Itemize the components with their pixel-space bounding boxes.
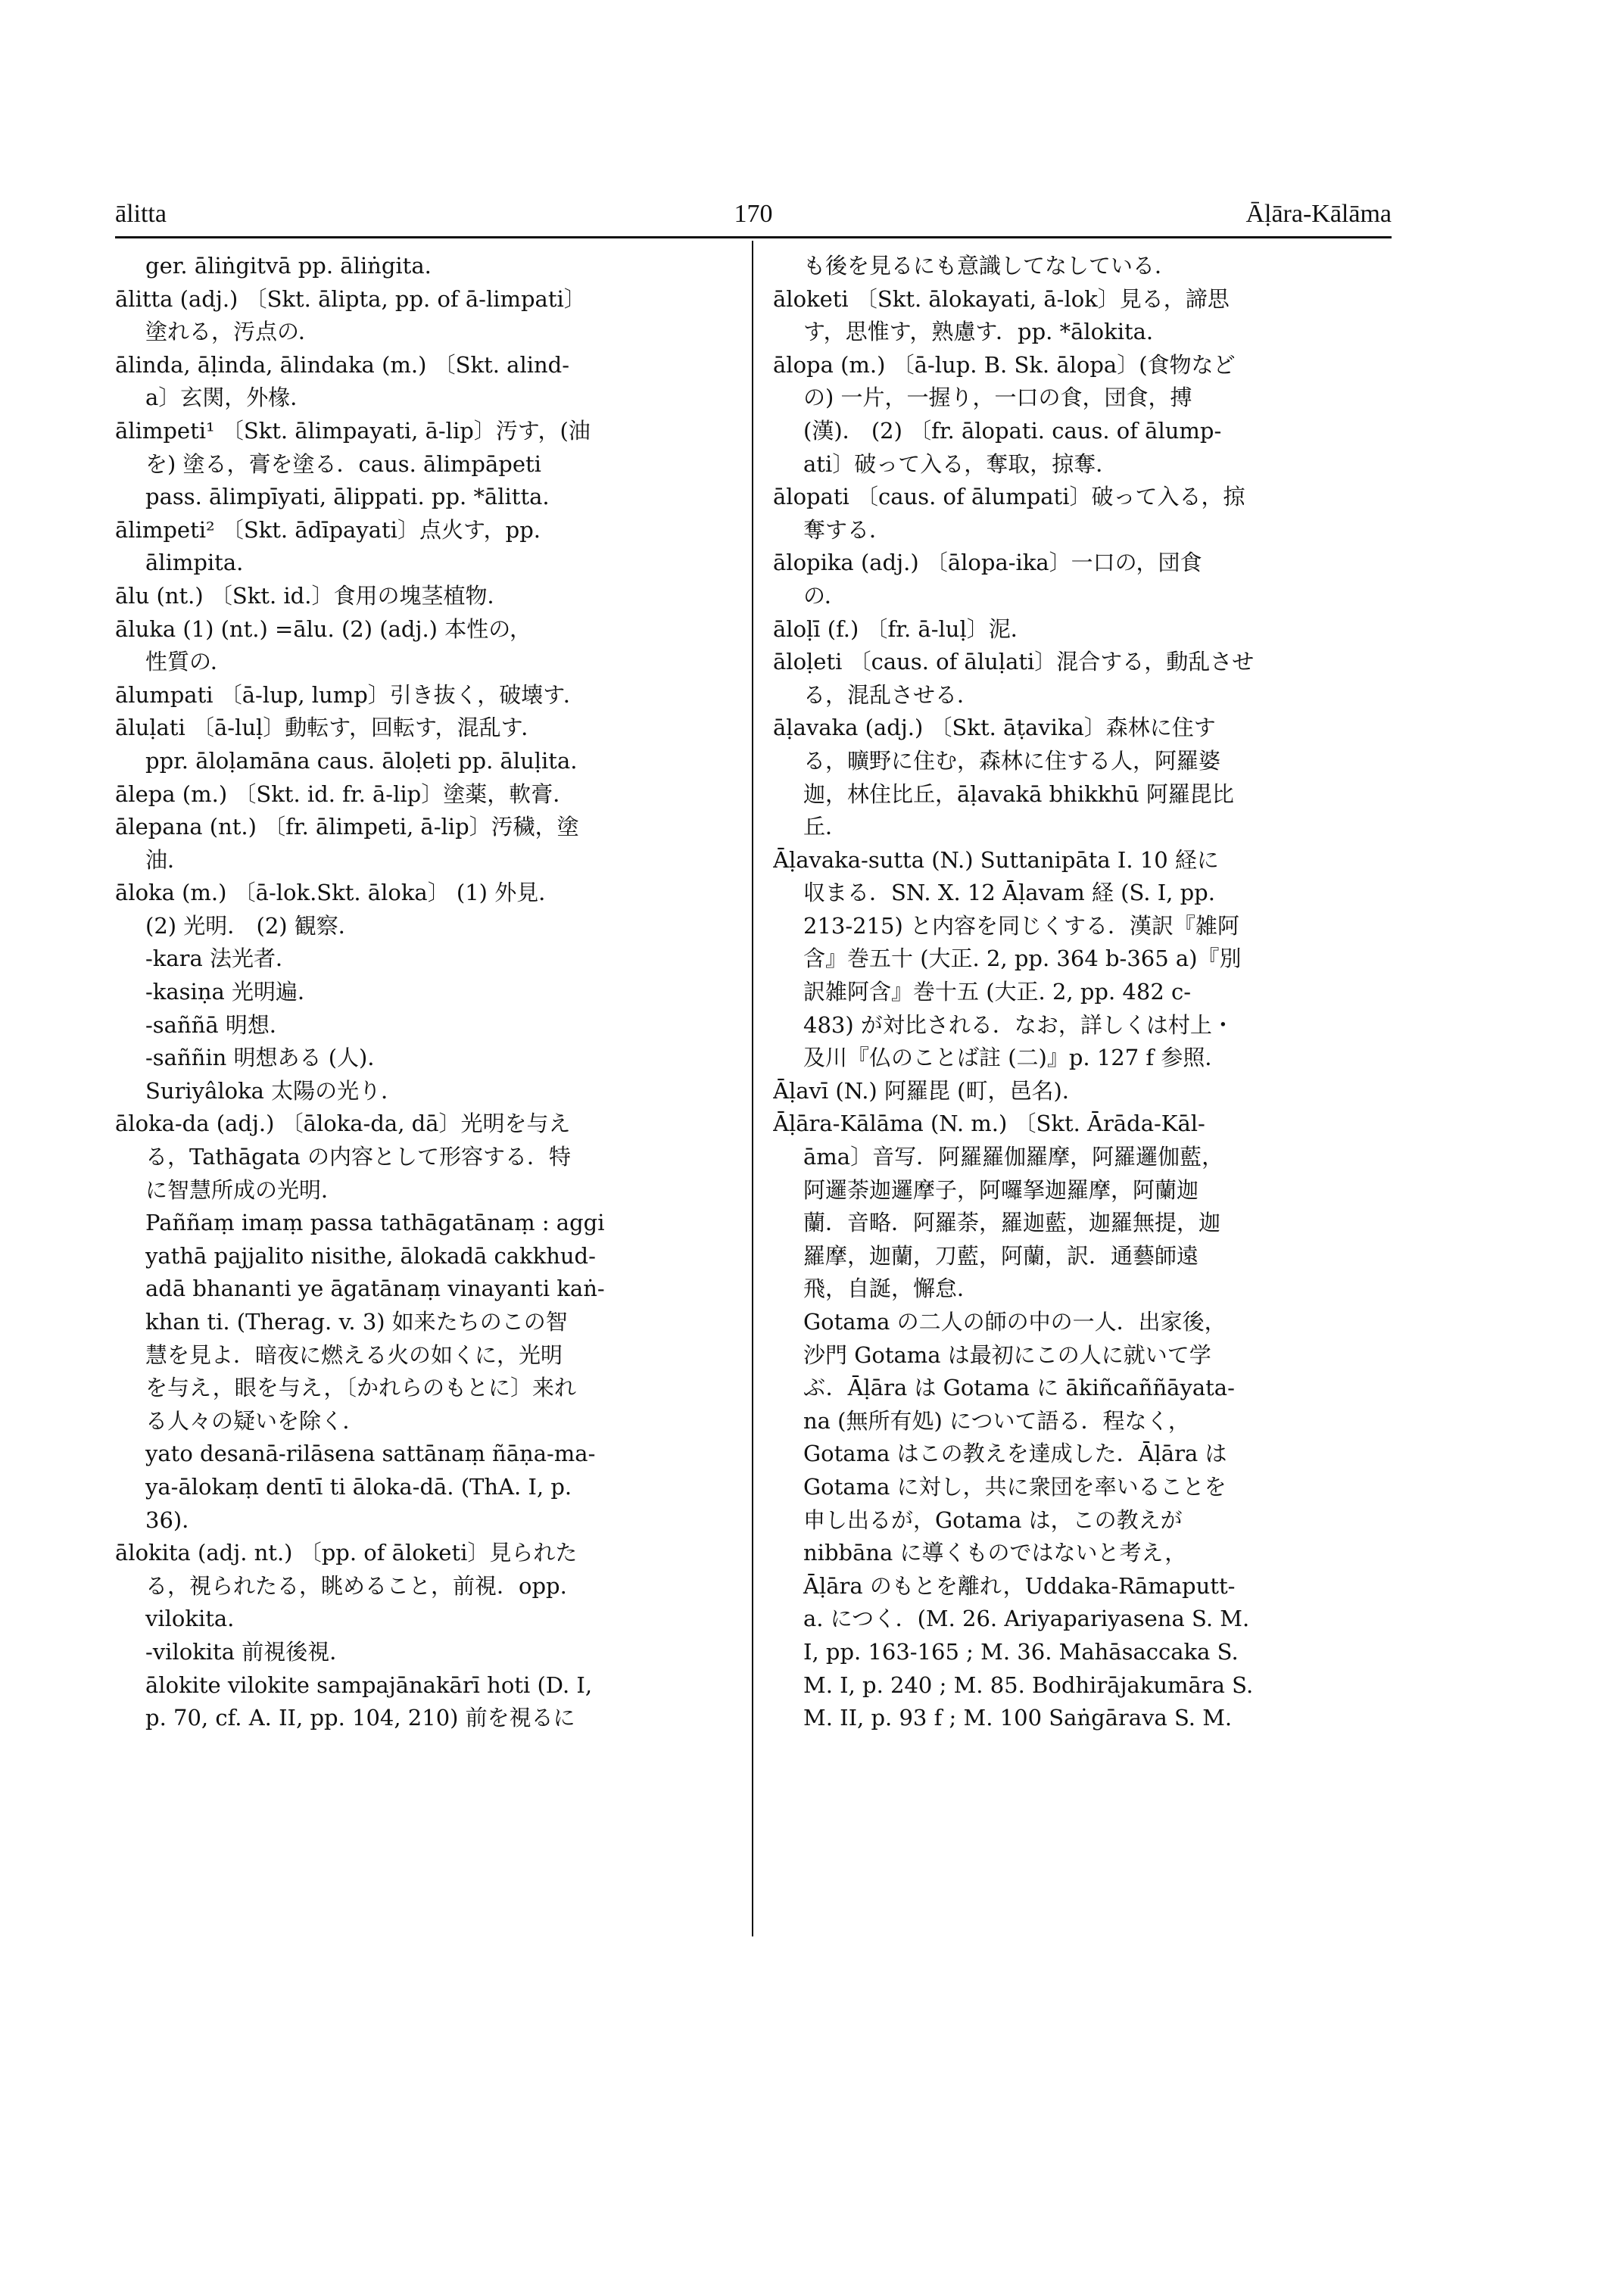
- entry-line: M. II, p. 93 f ; M. 100 Saṅgārava S. M.: [803, 1705, 1233, 1731]
- entry-line: nibbāna に導くものではないと考え，: [803, 1540, 1187, 1566]
- entry-line: 訳雑阿含』巻十五 (大正. 2, pp. 482 c-: [803, 979, 1192, 1005]
- running-header: [115, 195, 1392, 233]
- entry-line: na (無所有処) について語る．程なく，: [803, 1407, 1190, 1434]
- entry-line: -kara 法光者．: [145, 946, 298, 972]
- entry-line: 沙門 Gotama は最初にこの人に就いて学: [803, 1341, 1211, 1368]
- entry-line: yato desanā-rilāsena sattānaṃ ñāṇa-ma-: [145, 1441, 596, 1467]
- entry-line: 含』巻五十 (大正. 2, pp. 364 b-365 a)『別: [803, 946, 1242, 972]
- entry-line: I, pp. 163-165 ; M. 36. Mahāsaccaka S.: [803, 1638, 1239, 1665]
- entry-headword-line: āloka-da (adj.) 〔āloka-da, dā〕光明を与え: [115, 1111, 571, 1137]
- page-number: 170: [734, 200, 773, 228]
- entry-line: -saññin 明想ある (人)．: [145, 1045, 390, 1071]
- entry-line: る，視られたる，眺めること，前視．opp.: [145, 1572, 567, 1599]
- entry-line: 慧を見よ．暗夜に燃える火の如くに，光明: [145, 1341, 563, 1368]
- entry-line: ālimpita.: [145, 550, 244, 576]
- entry-headword-line: ālopa (m.) 〔ā-lup. B. Sk. ālopa〕(食物など: [773, 351, 1236, 378]
- entry-line: る，曠野に住む，森林に住する人，阿羅婆: [803, 747, 1221, 774]
- entry-headword-line: āloḷeti 〔caus. of āluḷati〕混合する，動乱させ: [773, 649, 1255, 675]
- entry-line: 収まる．SN. X. 12 Āḷavam 経 (S. I, pp.: [803, 880, 1215, 906]
- entry-line: Paññaṃ imaṃ passa tathāgatānaṃ : aggi: [145, 1210, 605, 1236]
- entry-headword-line: āluḷati 〔ā-luḷ〕動転す，回転す，混乱す．: [115, 715, 544, 741]
- entry-headword-line: ālimpeti² 〔Skt. ādīpayati〕点火す，pp.: [115, 516, 541, 543]
- entry-line: 油．: [145, 846, 190, 873]
- entry-headword-line: ālumpati 〔ā-lup, lump〕引き抜く，破壊す．: [115, 681, 585, 708]
- entry-line: 213-215) と内容を同じくする．漢訳『雑阿: [803, 912, 1240, 939]
- entry-line: 阿邏荼迦邏摩子，阿囉拏迦羅摩，阿蘭迦: [803, 1176, 1199, 1203]
- entry-line: a. につく．(M. 26. Ariyapariyasena S. M.: [803, 1606, 1250, 1632]
- entry-line: Gotama はこの教えを達成した．Āḷāra は: [803, 1441, 1227, 1467]
- entry-line: (2) 光明． (2) 観察．: [145, 912, 360, 939]
- entry-line: 塗れる，汚点の．: [145, 319, 320, 345]
- entry-headword-line: ālinda, āḷinda, ālindaka (m.) 〔Skt. alind-: [115, 351, 570, 378]
- entry-headword-line: ālu (nt.) 〔Skt. id.〕食用の塊茎植物．: [115, 582, 510, 609]
- entry-headword-line: ālopika (adj.) 〔ālopa-ika〕一口の，団食: [773, 550, 1202, 576]
- entry-line: yathā pajjalito nisithe, ālokadā cakkhud-: [145, 1242, 596, 1269]
- entry-headword-line: Āḷāra-Kālāma (N. m.) 〔Skt. Ārāda-Kāl-: [773, 1111, 1205, 1137]
- entry-line: 36)．: [145, 1506, 204, 1533]
- entry-headword-line: āḷavaka (adj.) 〔Skt. āṭavika〕森林に住す: [773, 715, 1216, 741]
- entry-line: 丘．: [803, 814, 848, 840]
- entry-headword-line: Āḷavaka-sutta (N.) Suttanipāta I. 10 経に: [773, 846, 1219, 873]
- left-column: [115, 250, 728, 1735]
- entry-line: る人々の疑いを除く．: [145, 1407, 365, 1434]
- entry-line: a〕玄関，外椽．: [145, 385, 313, 411]
- entry-line: āma〕音写．阿羅羅伽羅摩，阿羅邏伽藍，: [803, 1144, 1224, 1170]
- entry-line: 483) が対比される．なお，詳しくは村上・: [803, 1011, 1234, 1038]
- entry-line: を) 塗る，膏を塗る．caus. ālimpāpeti: [145, 450, 541, 477]
- entry-headword-line: āluka (1) (nt.) =ālu. (2) (adj.) 本性の，: [115, 615, 532, 642]
- entry-line: pass. ālimpīyati, ālippati. pp. *ālitta.: [145, 484, 550, 510]
- entry-line: 飛，自誕，懈怠．: [803, 1276, 980, 1302]
- entry-line: 及川『仏のことば註 (二)』p. 127 f 参照．: [803, 1045, 1227, 1071]
- entry-line: ppr. āloḷamāna caus. āloḷeti pp. āluḷita.: [145, 747, 578, 774]
- entry-headword-line: ālimpeti¹ 〔Skt. ālimpayati, ā-lip〕汚す，(油: [115, 417, 591, 444]
- entry-line: る，混乱させる．: [803, 681, 980, 708]
- entry-line: す，思惟す，熟慮す．pp. *ālokita.: [803, 319, 1154, 345]
- entry-line: vilokita.: [145, 1606, 235, 1632]
- entry-headword-line: ālepana (nt.) 〔fr. ālimpeti, ā-lip〕汚穢，塗: [115, 814, 579, 840]
- entry-line: 迦，林住比丘，āḷavakā bhikkhū 阿羅毘比: [803, 780, 1234, 807]
- entry-line: ya-ālokaṃ dentī ti āloka-dā. (ThA. I, p.: [145, 1473, 572, 1500]
- entry-headword-line: Āḷavī (N.) 阿羅毘 (町，邑名)．: [773, 1077, 1084, 1104]
- entry-headword-line: ālokita (adj. nt.) 〔pp. of āloketi〕見られた: [115, 1540, 578, 1566]
- entry-line: に智慧所成の光明．: [145, 1176, 344, 1203]
- entry-line: ālokite vilokite sampajānakārī hoti (D. I,: [145, 1671, 593, 1698]
- entry-headword-line: āloketi 〔Skt. ālokayati, ā-lok〕見る，諦思: [773, 285, 1230, 312]
- entry-line: adā bhananti ye āgatānaṃ vinayanti kaṅ-: [145, 1276, 605, 1302]
- entry-line: の．: [803, 582, 846, 609]
- entry-line: ati〕破って入る，奪取，掠奪．: [803, 450, 1118, 477]
- entry-line: 羅摩，迦蘭，刀藍，阿蘭，訳．通藝師遠: [803, 1242, 1199, 1269]
- entry-line: -vilokita 前視後視．: [145, 1638, 352, 1665]
- entry-line: ぶ．Āḷāra は Gotama に ākiñcaññāyata-: [803, 1375, 1235, 1401]
- entry-headword-line: ālepa (m.) 〔Skt. id. fr. ā-lip〕塗薬，軟膏．: [115, 780, 575, 807]
- entry-line: M. I, p. 240 ; M. 85. Bodhirājakumāra S.: [803, 1671, 1254, 1698]
- entry-line: Āḷāra のもとを離れ，Uddaka-Rāmaputt-: [803, 1572, 1236, 1599]
- entry-line: Gotama に対し，共に衆団を率いることを: [803, 1473, 1227, 1500]
- entry-line: 蘭．音略．阿羅荼，羅迦藍，迦羅無提，迦: [803, 1210, 1221, 1236]
- entry-line: Suriyâloka 太陽の光り．: [145, 1077, 404, 1104]
- entry-headword-line: ālopati 〔caus. of ālumpati〕破って入る，掠: [773, 484, 1245, 510]
- entry-line: ger. āliṅgitvā pp. āliṅgita.: [145, 253, 432, 279]
- right-column: [773, 250, 1392, 1735]
- entry-headword-line: āloka (m.) 〔ā-lok.Skt. āloka〕 (1) 外見．: [115, 880, 561, 906]
- entry-line: も後を見るにも意識してなしている．: [803, 253, 1177, 279]
- entry-headword-line: ālitta (adj.) 〔Skt. ālipta, pp. of ā-limpati〕: [115, 285, 586, 312]
- entry-line: -kasiṇa 光明遍．: [145, 979, 320, 1005]
- header-last-headword: Āḷāra-Kālāma: [1245, 200, 1392, 228]
- entry-line: Gotama の二人の師の中の一人．出家後，: [803, 1309, 1227, 1335]
- entry-headword-line: āloḷī (f.) 〔fr. ā-luḷ〕泥．: [773, 615, 1033, 642]
- entry-line: (漢)． (2) 〔fr. ālopati. caus. of ālump-: [803, 417, 1222, 444]
- entry-line: の) 一片，一握り，一口の食，団食，搏: [803, 385, 1192, 411]
- entry-line: p. 70, cf. A. II, pp. 104, 210) 前を視るに: [145, 1705, 575, 1731]
- entry-line: る，Tathāgata の内容として形容する．特: [145, 1144, 572, 1170]
- entry-line: 奪する．: [803, 516, 892, 543]
- entry-line: を与え，眼を与え，〔かれらのもとに〕来れ: [145, 1375, 576, 1401]
- entry-line: khan ti. (Therag. v. 3) 如来たちのこの智: [145, 1309, 568, 1335]
- entry-line: -saññā 明想．: [145, 1011, 291, 1038]
- column-divider: [752, 241, 753, 1936]
- entry-line: 性質の．: [145, 649, 232, 675]
- header-rule: [115, 236, 1392, 238]
- header-first-headword: ālitta: [115, 200, 167, 228]
- entry-line: 申し出るが，Gotama は，この教えが: [803, 1506, 1183, 1533]
